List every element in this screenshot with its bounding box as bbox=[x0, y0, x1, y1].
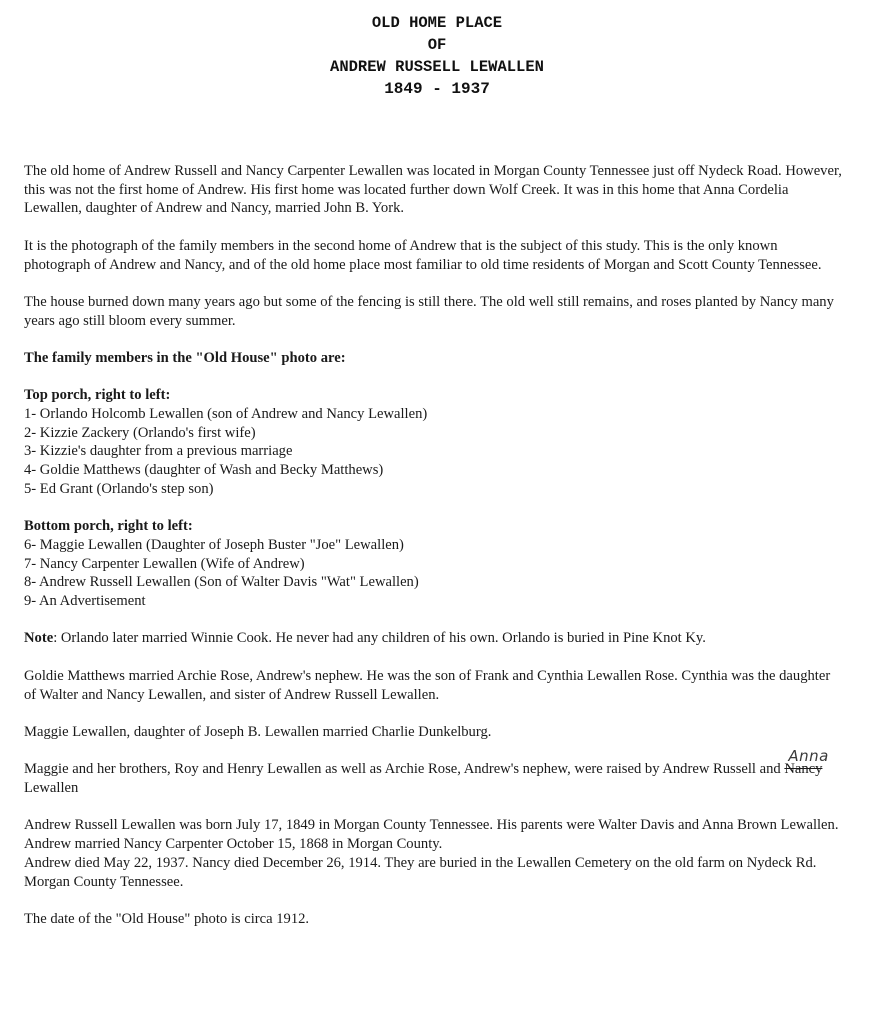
document-header bbox=[0, 12, 874, 100]
note-text: : Orlando later married Winnie Cook. He never had any children of his own. Orlando is buried in Pine Knot Ky. bbox=[53, 630, 706, 647]
photo-date: The date of the "Old House" photo is circa 1912. bbox=[24, 910, 310, 927]
title-line-1: OLD HOME PLACE bbox=[371, 14, 503, 32]
note-paragraph bbox=[24, 629, 842, 648]
title-years: 1849 - 1937 bbox=[384, 80, 490, 98]
top-porch-item: 3- Kizzie's daughter from a previous marriage bbox=[24, 443, 293, 460]
bottom-porch-item: 9- An Advertisement bbox=[24, 593, 146, 610]
top-porch-heading: Top porch, right to left: bbox=[24, 387, 171, 404]
top-porch-item: 4- Goldie Matthews (daughter of Wash and Becky Matthews) bbox=[24, 462, 384, 479]
correction bbox=[784, 747, 829, 779]
bottom-porch-item: 6- Maggie Lewallen (Daughter of Joseph Buster "Joe" Lewallen) bbox=[24, 536, 404, 553]
bio-died: Andrew died May 22, 1937. Nancy died December 26, 1914. They are buried in the Lewallen Cemetery on the old farm on Nydeck Rd. Morgan County Tennessee. bbox=[24, 854, 817, 890]
intro-paragraph-3: The house burned down many years ago but some of the fencing is still there. The old well still remains, and roses planted by Nancy many years ago still bloom every summer. bbox=[24, 293, 834, 329]
top-porch-item: 1- Orlando Holcomb Lewallen (son of Andrew and Nancy Lewallen) bbox=[24, 406, 428, 423]
bio-born: Andrew Russell Lewallen was born July 17, 1849 in Morgan County Tennessee. His parents were Walter Davis and Anna Brown Lewallen. bbox=[24, 817, 839, 834]
document-body bbox=[24, 162, 842, 929]
bottom-porch-item: 7- Nancy Carpenter Lewallen (Wife of Andrew) bbox=[24, 555, 305, 572]
struck-name: Nancy bbox=[784, 761, 823, 778]
raised-text: Maggie and her brothers, Roy and Henry Lewallen as well as Archie Rose, Andrew's nephew, were raised by Andrew Russell and bbox=[24, 761, 785, 778]
bio-married: Andrew married Nancy Carpenter October 15, 1868 in Morgan County. bbox=[24, 836, 443, 853]
note-label: Note bbox=[24, 630, 54, 647]
raised-paragraph bbox=[24, 747, 842, 797]
maggie-married-paragraph: Maggie Lewallen, daughter of Joseph B. Lewallen married Charlie Dunkelburg. bbox=[24, 723, 492, 740]
title-line-2: OF bbox=[427, 36, 447, 54]
raised-text-end: Lewallen bbox=[24, 780, 79, 797]
handwritten-correction: Anna bbox=[788, 747, 829, 766]
title-line-3: ANDREW RUSSELL LEWALLEN bbox=[330, 58, 544, 76]
intro-paragraph-1: The old home of Andrew Russell and Nancy Carpenter Lewallen was located in Morgan County Tennessee just off Nydeck Road. However, this was not the first home of Andrew. His first home was located further down Wolf Creek. It was in this home that Anna Cordelia Lewallen, daughter of Andrew and Nancy, married John B. York. bbox=[24, 163, 842, 217]
bottom-porch-item: 8- Andrew Russell Lewallen (Son of Walter Davis "Wat" Lewallen) bbox=[24, 574, 419, 591]
intro-paragraph-2: It is the photograph of the family members in the second home of Andrew that is the subject of this study. This is the only known photograph of Andrew and Nancy, and of the old home place most familiar to old time residents of Morgan and Scott County Tennessee. bbox=[24, 237, 822, 273]
goldie-paragraph: Goldie Matthews married Archie Rose, Andrew's nephew. He was the son of Frank and Cynthia Lewallen Rose. Cynthia was the daughter of Walter and Nancy Lewallen, and sister of Andrew Russell Lewallen. bbox=[24, 667, 831, 703]
family-heading: The family members in the "Old House" photo are: bbox=[24, 349, 346, 366]
top-porch-item: 2- Kizzie Zackery (Orlando's first wife) bbox=[24, 424, 256, 441]
top-porch-item: 5- Ed Grant (Orlando's step son) bbox=[24, 480, 214, 497]
bottom-porch-heading: Bottom porch, right to left: bbox=[24, 518, 193, 535]
